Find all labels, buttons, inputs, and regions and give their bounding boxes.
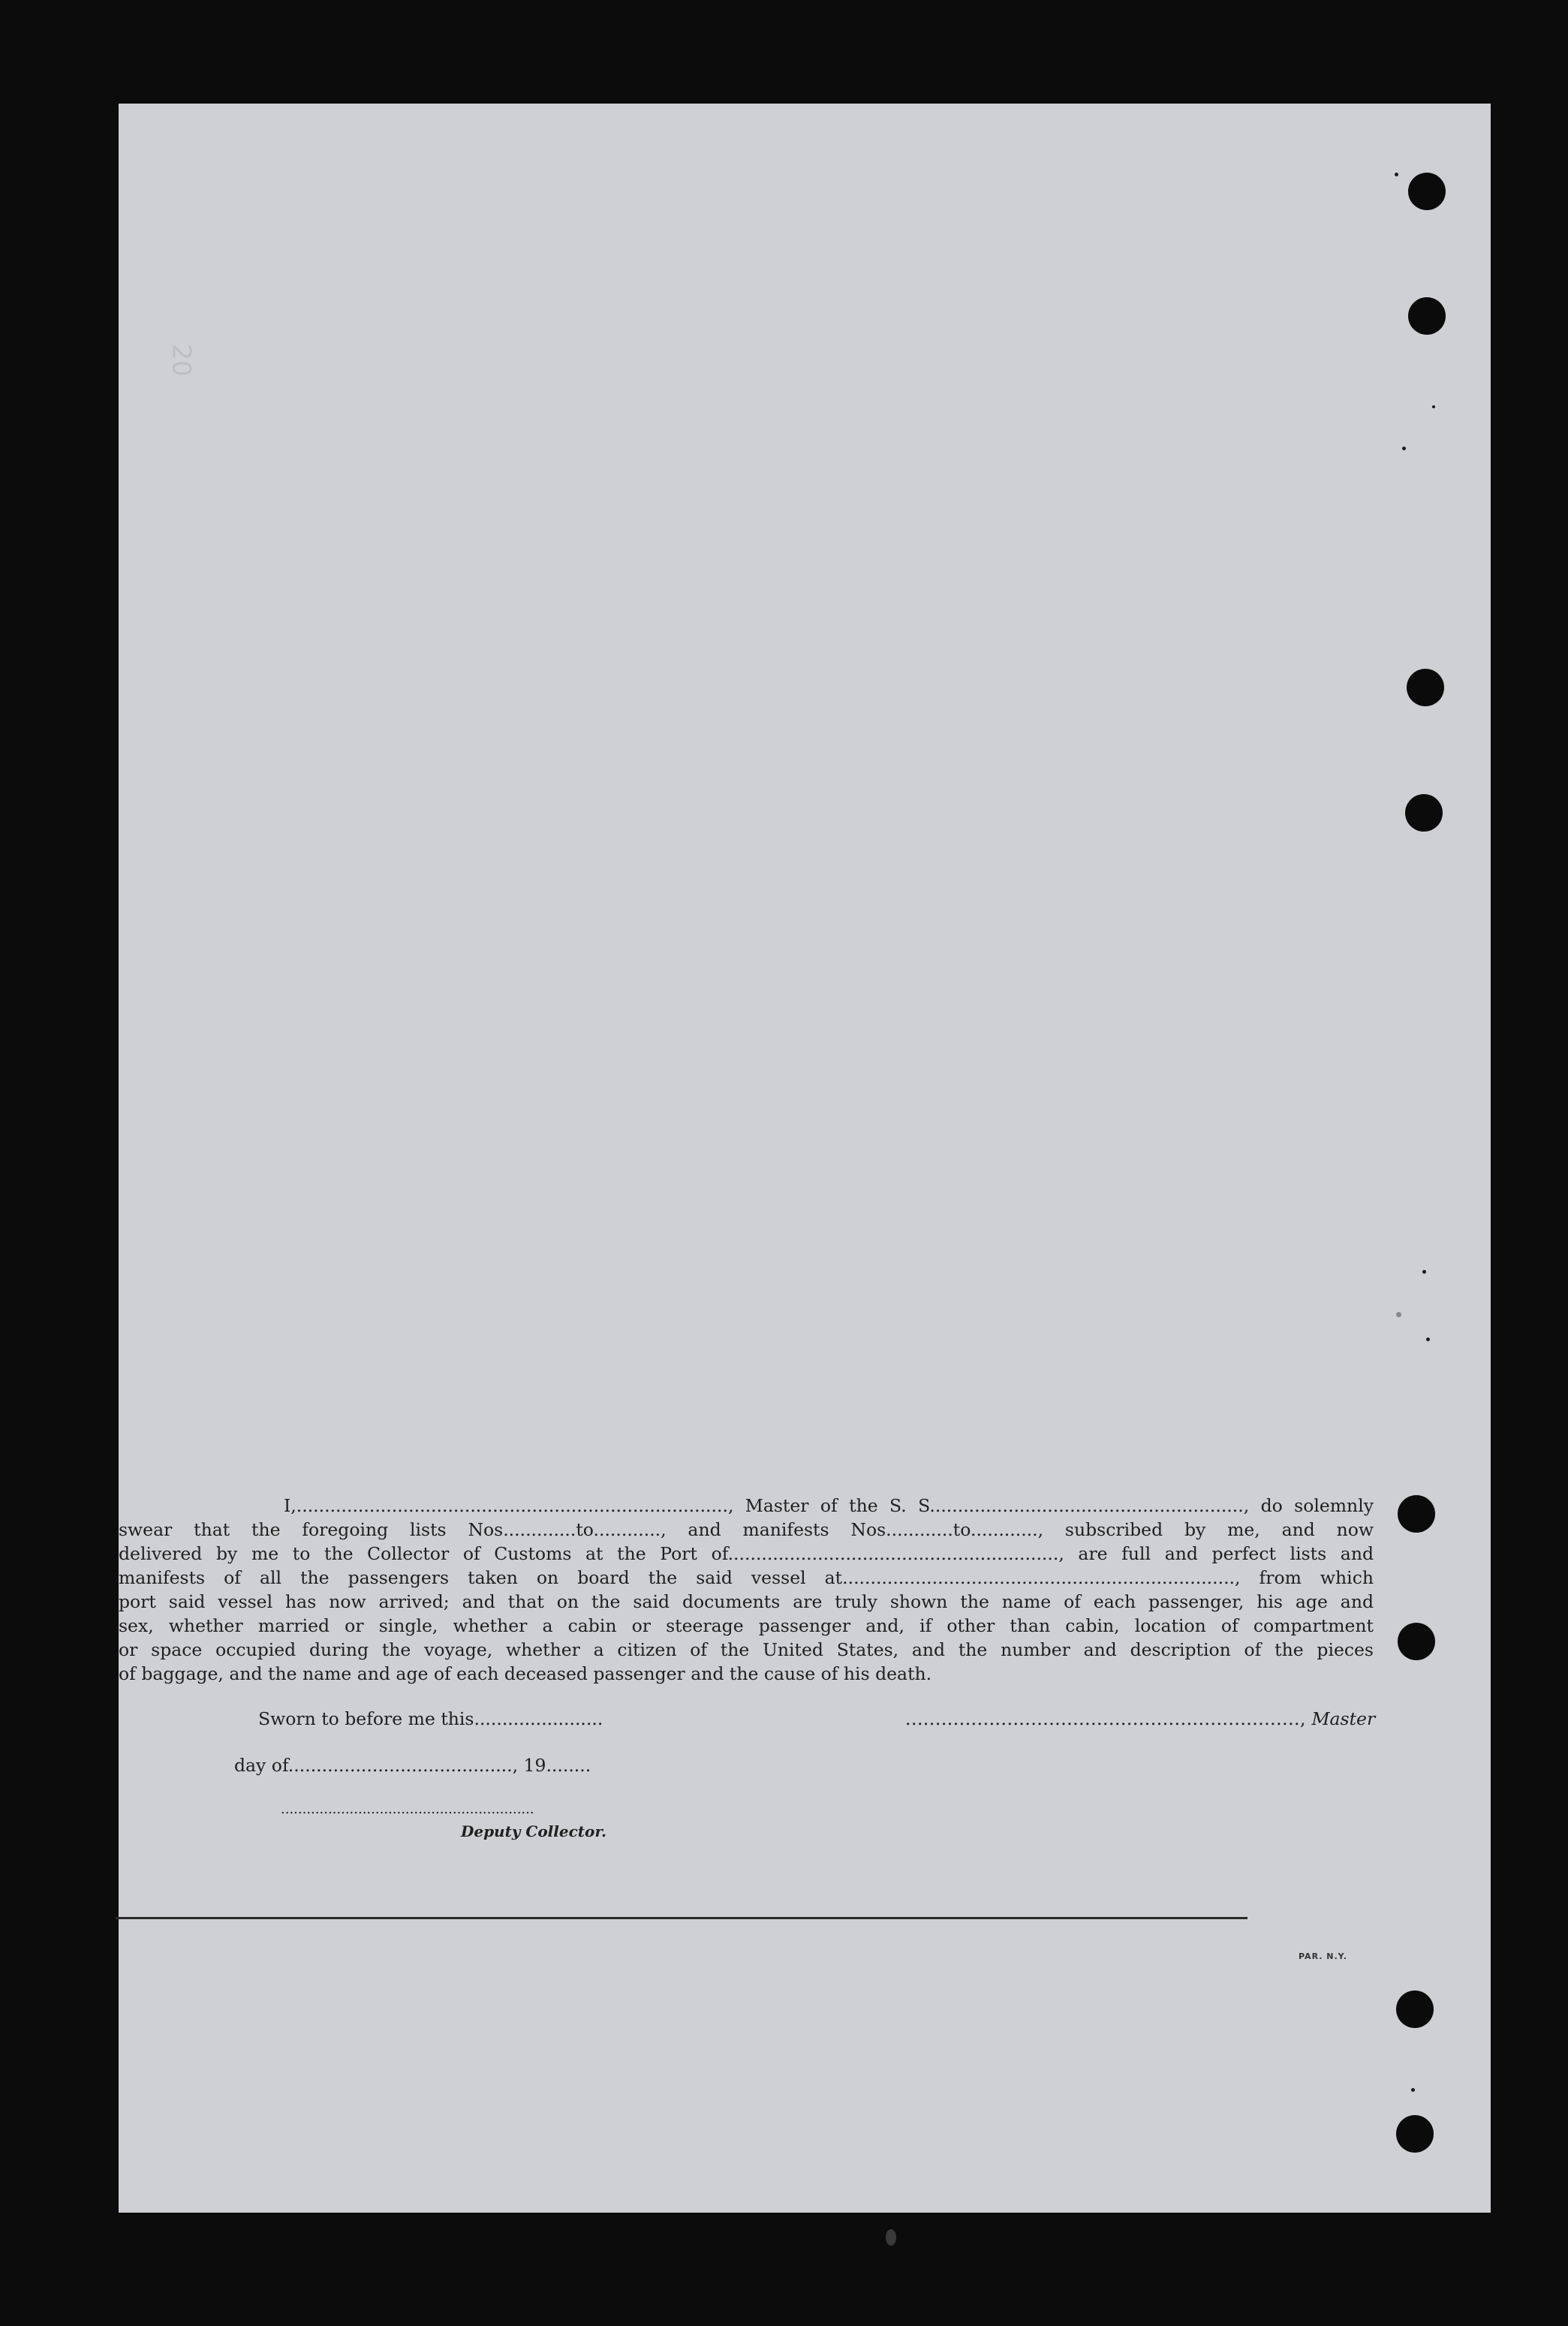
form-page [119, 104, 1491, 2213]
punch-hole [1405, 794, 1443, 832]
punch-hole [1407, 669, 1444, 706]
day-of-line: day of........................................, 19........ [234, 1755, 591, 1776]
oath-paragraph [119, 1494, 1374, 1686]
punch-hole [1396, 2115, 1434, 2153]
punch-hole [1408, 173, 1446, 210]
deputy-collector-label: Deputy Collector. [461, 1822, 607, 1840]
oath-line: swear that the foregoing lists Nos.............to............, and manifests Nos............to............, subscribed by me, and now [119, 1519, 1374, 1540]
master-signature-line [905, 1708, 1375, 1729]
punch-hole [1408, 297, 1446, 335]
bottom-rule [116, 1917, 1247, 1919]
dust-speck [1396, 1312, 1401, 1317]
punch-hole [1398, 1495, 1435, 1533]
punch-hole [1398, 1623, 1435, 1660]
printer-mark: PAR. N.Y. [1299, 1951, 1347, 1961]
dust-speck [1432, 405, 1435, 408]
sworn-label: Sworn to before me this....................... [258, 1708, 603, 1729]
dust-speck [1426, 1338, 1430, 1341]
oath-line: or space occupied during the voyage, whether a citizen of the United States, and the number and description of the pieces [119, 1639, 1374, 1660]
oath-line: delivered by me to the Collector of Customs at the Port of..........................................................., are full and perfect lists and [119, 1543, 1374, 1564]
oath-line: manifests of all the passengers taken on board the said vessel at......................................................................, from which [119, 1567, 1374, 1588]
dust-speck [1422, 1270, 1426, 1274]
faint-page-mark: 20 [166, 344, 197, 377]
punch-hole [1396, 1990, 1434, 2028]
dust-speck [1402, 447, 1406, 450]
dust-speck [1395, 173, 1398, 176]
deputy-signature-dots: ........................................................... [281, 1801, 534, 1817]
dust-speck [886, 2229, 896, 2246]
master-signature-dots: .................................................................., [905, 1708, 1306, 1729]
dust-speck [1411, 2088, 1415, 2092]
master-label: Master [1311, 1708, 1376, 1729]
oath-line: sex, whether married or single, whether a cabin or steerage passenger and, if other than cabin, location of compartment [119, 1615, 1374, 1636]
oath-line: port said vessel has now arrived; and that on the said documents are truly shown the name of each passenger, his age and [119, 1591, 1374, 1612]
oath-line: of baggage, and the name and age of each deceased passenger and the cause of his death. [119, 1663, 932, 1684]
oath-line: I,............................................................................., Master of the S. S........................................................, do solemnly [284, 1495, 1374, 1516]
